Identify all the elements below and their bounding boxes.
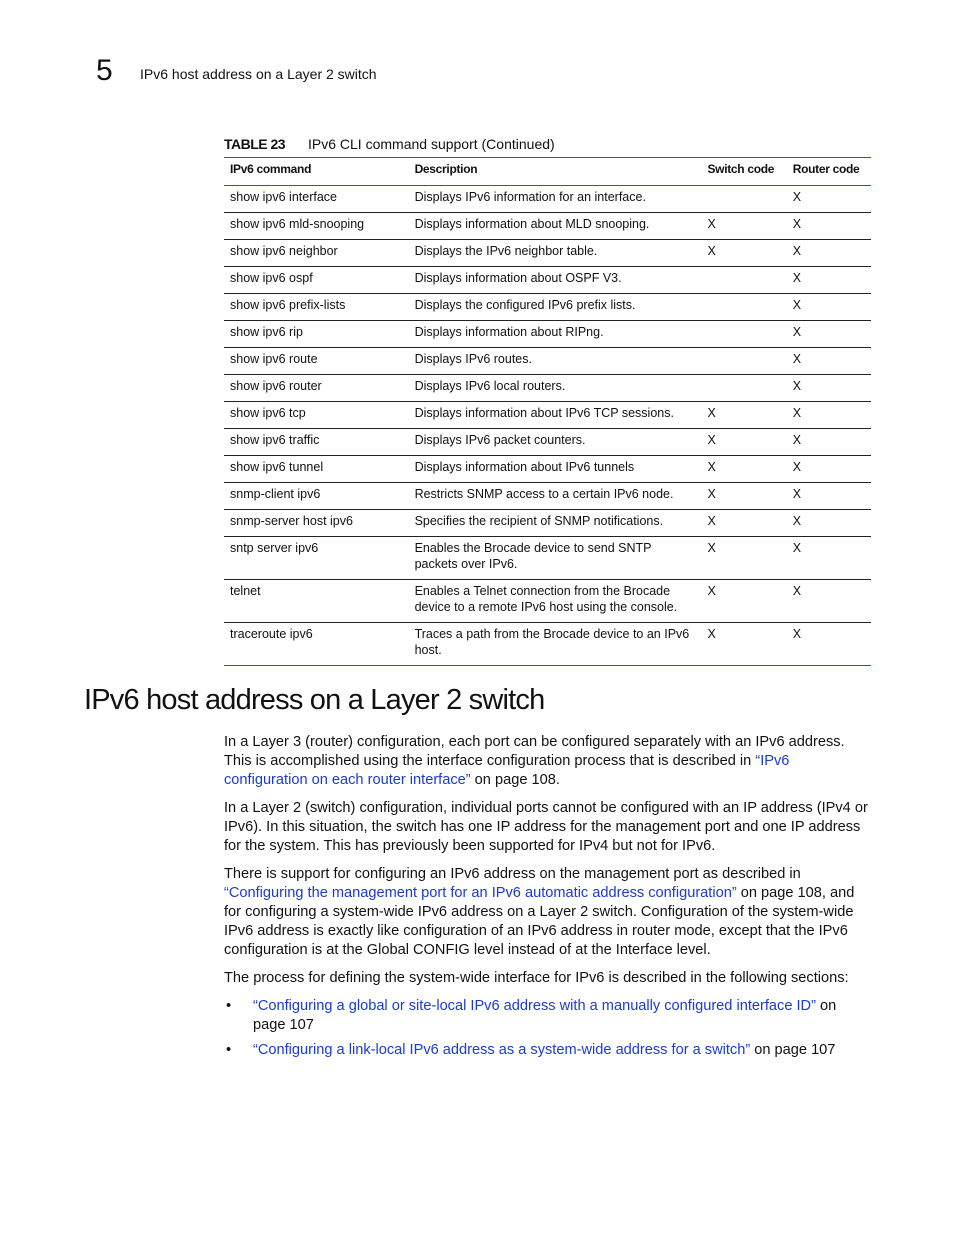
cell-router-code: X <box>787 375 871 402</box>
xref-link-management-port[interactable]: “Configuring the management port for an IPv6 automatic address configuration” <box>224 885 737 901</box>
cell-description: Displays information about OSPF V3. <box>409 267 702 294</box>
cell-switch-code: X <box>701 483 786 510</box>
column-header-switch-code: Switch code <box>701 158 786 186</box>
table-caption-text: IPv6 CLI command support (Continued) <box>308 136 555 152</box>
xref-link-link-local-address[interactable]: “Configuring a link-local IPv6 address as a system-wide address for a switch” <box>253 1042 751 1058</box>
table-body <box>224 186 871 666</box>
table-header-row <box>224 158 871 186</box>
cell-switch-code <box>701 294 786 321</box>
bullet-item <box>224 1041 869 1060</box>
cell-router-code: X <box>787 580 871 623</box>
paragraph-2: In a Layer 2 (switch) configuration, individual ports cannot be configured with an IP address (IPv4 or IPv6). In this situation, the switch has one IP address for the management port and one IP address for the system. This has previously been supported for IPv4 but not for IPv6. <box>224 800 868 854</box>
cell-description: Displays IPv6 packet counters. <box>409 429 702 456</box>
cell-router-code: X <box>787 429 871 456</box>
table-row <box>224 321 871 348</box>
table-row <box>224 510 871 537</box>
cell-router-code: X <box>787 240 871 267</box>
bullet-dot-icon: • <box>226 1042 232 1058</box>
cell-switch-code <box>701 321 786 348</box>
cell-description: Displays IPv6 information for an interface. <box>409 186 702 213</box>
cell-router-code: X <box>787 456 871 483</box>
cell-switch-code: X <box>701 537 786 580</box>
cell-description: Displays IPv6 routes. <box>409 348 702 375</box>
bullet-dot-icon: • <box>226 998 232 1014</box>
paragraph-3 <box>224 865 869 960</box>
chapter-number: 5 <box>96 54 113 87</box>
cell-command: snmp-client ipv6 <box>224 483 409 510</box>
cell-command: show ipv6 rip <box>224 321 409 348</box>
section-body <box>224 733 869 1066</box>
table-row <box>224 375 871 402</box>
cell-router-code: X <box>787 294 871 321</box>
cell-switch-code: X <box>701 429 786 456</box>
cell-description: Enables the Brocade device to send SNTP packets over IPv6. <box>409 537 702 580</box>
cell-router-code: X <box>787 483 871 510</box>
cell-switch-code: X <box>701 456 786 483</box>
table-label: TABLE 23 <box>224 136 286 152</box>
cell-router-code: X <box>787 213 871 240</box>
paragraph-3-text-b: on page 108, and for configuring a system-wide IPv6 address on a Layer 2 switch. Configuration of the system-wide IPv6 address is exactly like configuration of an IPv6 address in router mode, except that the IPv6 configuration is at the Global CONFIG level instead of at the Interface level. <box>224 885 855 958</box>
cell-switch-code: X <box>701 402 786 429</box>
cell-command: show ipv6 router <box>224 375 409 402</box>
cell-command: show ipv6 tcp <box>224 402 409 429</box>
cell-description: Restricts SNMP access to a certain IPv6 node. <box>409 483 702 510</box>
table-row <box>224 186 871 213</box>
cell-command: show ipv6 mld-snooping <box>224 213 409 240</box>
cell-command: show ipv6 ospf <box>224 267 409 294</box>
table-row <box>224 483 871 510</box>
xref-link-global-address[interactable]: “Configuring a global or site-local IPv6 address with a manually configured interface ID” <box>253 998 816 1014</box>
cell-description: Traces a path from the Brocade device to an IPv6 host. <box>414 627 690 657</box>
cell-command: telnet <box>224 580 409 623</box>
cell-description: Specifies the recipient of SNMP notifications. <box>409 510 702 537</box>
cell-command: snmp-server host ipv6 <box>224 510 409 537</box>
cell-switch-code <box>701 375 786 402</box>
cell-router-code: X <box>787 321 871 348</box>
cell-description: Displays the configured IPv6 prefix lists. <box>409 294 702 321</box>
bullet-suffix: on page 107 <box>750 1042 836 1058</box>
bullet-suffix: on page 107 <box>253 998 837 1033</box>
cell-router-code: X <box>787 402 871 429</box>
cell-switch-code <box>701 186 786 213</box>
cell-command: show ipv6 prefix-lists <box>224 294 409 321</box>
table-row <box>224 580 871 623</box>
table-row <box>224 267 871 294</box>
table-row <box>224 348 871 375</box>
cell-router-code: X <box>787 267 871 294</box>
cell-description: Displays information about MLD snooping. <box>409 213 702 240</box>
paragraph-3-text-a: There is support for configuring an IPv6 address on the management port as described in <box>224 866 801 882</box>
table-row <box>224 402 871 429</box>
table-row <box>224 456 871 483</box>
cell-command: show ipv6 interface <box>224 186 409 213</box>
cell-router-code: X <box>787 348 871 375</box>
xref-link-router-interface[interactable]: “IPv6 configuration on each router interface” <box>224 753 790 788</box>
cell-description: Displays the IPv6 neighbor table. <box>409 240 702 267</box>
bullet-list <box>224 997 869 1060</box>
cell-switch-code <box>701 267 786 294</box>
cell-switch-code <box>701 348 786 375</box>
cell-switch-code: X <box>701 580 786 623</box>
ipv6-command-table <box>224 157 871 666</box>
section-title: IPv6 host address on a Layer 2 switch <box>84 684 545 716</box>
cell-command: traceroute ipv6 <box>230 627 313 641</box>
cell-router-code: X <box>787 186 871 213</box>
column-header-command: IPv6 command <box>224 158 409 186</box>
table-row <box>224 429 871 456</box>
column-header-router-code: Router code <box>787 158 871 186</box>
cell-switch-code: X <box>701 510 786 537</box>
cell-router-code: X <box>787 510 871 537</box>
cell-command: show ipv6 route <box>224 348 409 375</box>
cell-command: show ipv6 traffic <box>224 429 409 456</box>
table-row <box>224 623 871 666</box>
cell-command: show ipv6 tunnel <box>224 456 409 483</box>
table-row <box>224 213 871 240</box>
cell-switch-code: X <box>707 627 716 641</box>
table-row <box>224 240 871 267</box>
cell-description: Displays information about RIPng. <box>409 321 702 348</box>
paragraph-1 <box>224 733 869 790</box>
paragraph-1-text-a: In a Layer 3 (router) configuration, each port can be configured separately with an IPv6 address. This is accomplished using the interface configuration process that is described in <box>224 734 845 769</box>
running-title: IPv6 host address on a Layer 2 switch <box>140 66 377 82</box>
paragraph-4: The process for defining the system-wide interface for IPv6 is described in the following sections: <box>224 970 849 986</box>
cell-router-code: X <box>787 537 871 580</box>
paragraph-1-text-b: on page 108. <box>470 772 560 788</box>
cell-switch-code: X <box>701 213 786 240</box>
table-caption <box>224 136 555 152</box>
cell-description: Displays information about IPv6 tunnels <box>409 456 702 483</box>
table-row <box>224 537 871 580</box>
cell-router-code: X <box>792 627 802 641</box>
cell-description: Displays information about IPv6 TCP sessions. <box>409 402 702 429</box>
table-row <box>224 294 871 321</box>
cell-description: Enables a Telnet connection from the Brocade device to a remote IPv6 host using the console. <box>409 580 702 623</box>
cell-command: show ipv6 neighbor <box>224 240 409 267</box>
column-header-description: Description <box>409 158 702 186</box>
cell-command: sntp server ipv6 <box>224 537 409 580</box>
cell-switch-code: X <box>701 240 786 267</box>
bullet-item <box>224 997 869 1035</box>
cell-description: Displays IPv6 local routers. <box>409 375 702 402</box>
